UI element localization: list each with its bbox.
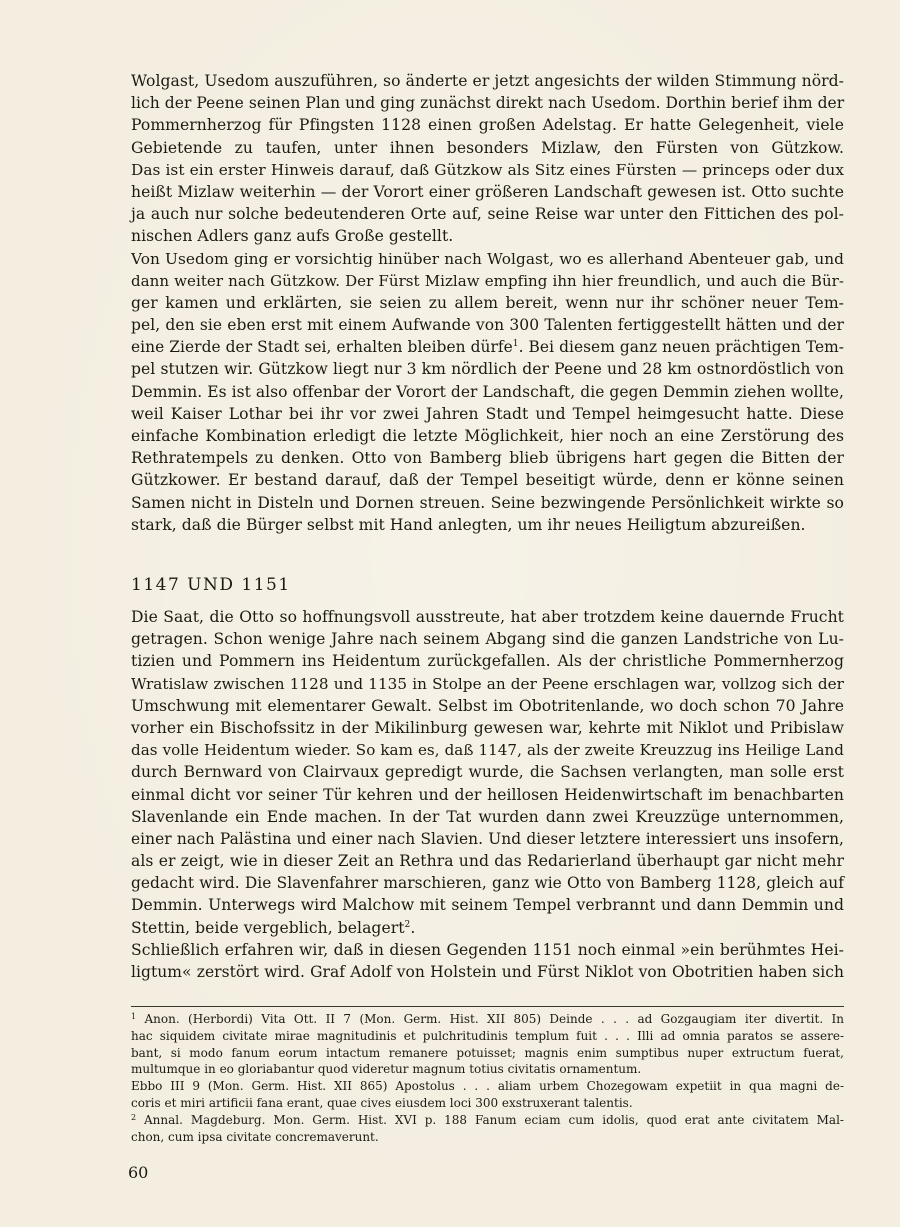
footnote-reference: 1 — [512, 339, 519, 350]
text-line: nischen Adlers ganz aufs Große gestellt. — [131, 227, 454, 246]
text-line: einmal dicht vor seiner Tür kehren und der heillosen Heidenwirtschaft im benachbarten — [131, 785, 844, 804]
text-line: ligtum« zerstört wird. Graf Adolf von Holstein und Fürst Niklot von Obotritien haben sich — [131, 963, 844, 981]
footnote-text: Anon. (Herbordi) Vita Ott. II 7 (Mon. Germ. Hist. XII 805) Deinde . . . ad Gozgaugiam iter divertit. In — [144, 1012, 844, 1026]
text-line: Schließlich erfahren wir, daß in diesen Gegenden 1151 noch einmal »ein berühmtes Hei- — [131, 940, 844, 959]
text-line: Von Usedom ging er vorsichtig hinüber nach Wolgast, wo es allerhand Abenteuer gab, und — [131, 249, 844, 268]
text-line: ja auch nur solche bedeutenderen Orte auf, seine Reise war unter den Fittichen des pol- — [131, 205, 844, 224]
text-line: Umschwung mit elementarer Gewalt. Selbst im Obotritenlande, wo doch schon 70 Jahre — [131, 696, 844, 715]
text-line-with-note — [131, 917, 844, 939]
text-line: gedacht wird. Die Slavenfahrer marschieren, ganz wie Otto von Bamberg 1128, gleich auf — [131, 874, 844, 893]
text-segment: . — [410, 918, 416, 937]
section-block — [131, 572, 844, 983]
text-line: ger kamen und erklärten, sie seien zu allem bereit, wenn nur ihr schöner neuer Tem- — [131, 293, 844, 312]
text-segment: Stettin, beide vergeblich, belagert — [131, 918, 405, 937]
page-number: 60 — [128, 1163, 149, 1182]
text-line: weil Kaiser Lothar bei ihr vor zwei Jahren Stadt und Tempel heimgesucht hatte. Diese — [131, 404, 844, 423]
text-line: pel, den sie eben erst mit einem Aufwande von 300 Talenten fertiggestellt hätten und der — [131, 316, 844, 335]
footnote-divider — [131, 1006, 844, 1007]
text-line: Slavenlande ein Ende machen. In der Tat wurden dann zwei Kreuzzüge unternommen, — [131, 807, 844, 826]
text-line: einfache Kombination erledigt die letzte Möglichkeit, hier noch an eine Zerstörung des — [131, 427, 844, 445]
footnote-mark: 2 — [131, 1112, 137, 1122]
text-segment: . Bei diesem ganz neuen prächtigen Tem- — [518, 338, 845, 357]
text-line: als er zeigt, wie in dieser Zeit an Rethra und das Redarierland überhaupt gar nicht mehr — [131, 852, 844, 871]
text-line: tizien und Pommern ins Heidentum zurückgefallen. Als der christliche Pommernherzog — [131, 652, 844, 671]
text-segment: eine Zierde der Stadt sei, erhalten bleiben dürfe — [131, 338, 513, 357]
footnote-line — [131, 1112, 844, 1129]
text-line: Rethratempels zu denken. Otto von Bamberg blieb übrigens hart gegen die Bitten der — [131, 449, 844, 468]
text-line: Gützkower. Er bestand darauf, daß der Tempel beseitigt würde, denn er könne seinen — [131, 471, 844, 490]
footnote-line: chon, cum ipsa civitate concremaverunt. — [131, 1129, 379, 1144]
text-line: getragen. Schon wenige Jahre nach seinem Abgang sind die ganzen Landstriche von Lu- — [131, 630, 844, 649]
text-line: Pommernherzog für Pfingsten 1128 einen großen Adelstag. Er hatte Gelegenheit, viele — [131, 116, 844, 135]
text-line: Demmin. Unterwegs wird Malchow mit seinem Tempel verbrannt und dann Demmin und — [131, 896, 844, 915]
text-line-with-note — [131, 336, 844, 358]
footnote-mark: 1 — [131, 1012, 137, 1021]
text-line: pel stutzen wir. Gützkow liegt nur 3 km nördlich der Peene und 28 km ostnordöstlich von — [131, 360, 844, 379]
footnote-line: coris et miri artificii fana erant, quae cives eiusdem loci 300 exstruxerant talentis. — [131, 1095, 633, 1110]
text-line: Samen nicht in Disteln und Dornen streuen. Seine bezwingende Persönlichkeit wirkte so — [131, 493, 844, 512]
text-line: Wolgast, Usedom auszuführen, so änderte er jetzt angesichts der wilden Stimmung nörd- — [131, 72, 844, 90]
text-line: einer nach Palästina und einer nach Slavien. Und dieser letztere interessiert uns insofern, — [131, 829, 844, 848]
footnote-line: multumque in eo gloriabantur quod videretur magnum totius civitatis ornamentum. — [131, 1062, 642, 1077]
footnote-line — [131, 1011, 844, 1028]
text-line: Demmin. Es ist also offenbar der Vorort der Landschaft, die gegen Demmin ziehen wollte, — [131, 382, 844, 401]
footnote-line: Ebbo III 9 (Mon. Germ. Hist. XII 865) Apostolus . . . aliam urbem Chozegowam expetiit in qua magni de- — [131, 1079, 844, 1094]
text-line: vorher ein Bischofssitz in der Mikilinburg gewesen war, kehrte mit Niklot und Pribislaw — [131, 718, 844, 737]
text-line: durch Bernward von Clairvaux gepredigt wurde, die Sachsen verlangten, man solle erst — [131, 763, 844, 782]
text-line: stark, daß die Bürger selbst mit Hand anlegten, um ihr neues Heiligtum abzureißen. — [131, 515, 806, 534]
section-heading: 1147 UND 1151 — [131, 575, 291, 595]
footnote-line: hac siquidem civitate mirae magnitudinis et pulchritudinis templum fuit . . . Illi ad omnia paratos se assere- — [131, 1028, 844, 1043]
footnote-line: bant, si modo fanum eorum intactum remanere potuisset; magnis enim sumptibus nuper extructum fuerat, — [131, 1045, 844, 1060]
main-text-block — [131, 70, 844, 536]
footnote-reference: 2 — [404, 919, 411, 930]
text-line: heißt Mizlaw weiterhin — der Vorort einer größeren Landschaft gewesen ist. Otto suchte — [131, 182, 844, 201]
text-line: Die Saat, die Otto so hoffnungsvoll ausstreute, hat aber trotzdem keine dauernde Frucht — [131, 608, 844, 626]
text-line: lich der Peene seinen Plan und ging zunächst direkt nach Usedom. Dorthin berief ihm der — [131, 94, 845, 113]
text-line: das volle Heidentum wieder. So kam es, daß 1147, als der zweite Kreuzzug ins Heilige Land — [131, 741, 844, 760]
text-line: Gebietende zu taufen, unter ihnen besonders Mizlaw, den Fürsten von Gützkow. — [131, 138, 844, 157]
text-line: Wratislaw zwischen 1128 und 1135 in Stolpe an der Peene erschlagen war, vollzog sich der — [131, 674, 844, 693]
footnote-text: Annal. Magdeburg. Mon. Germ. Hist. XVI p. 188 Fanum eciam cum idolis, quod erat ante civitatem Mal- — [144, 1112, 844, 1127]
footnotes-block — [131, 1011, 844, 1145]
text-line: dann weiter nach Gützkow. Der Fürst Mizlaw empfing ihn hier freundlich, und auch die Bür- — [131, 271, 844, 290]
text-line: Das ist ein erster Hinweis darauf, daß Gützkow als Sitz eines Fürsten — princeps oder dux — [131, 160, 844, 179]
